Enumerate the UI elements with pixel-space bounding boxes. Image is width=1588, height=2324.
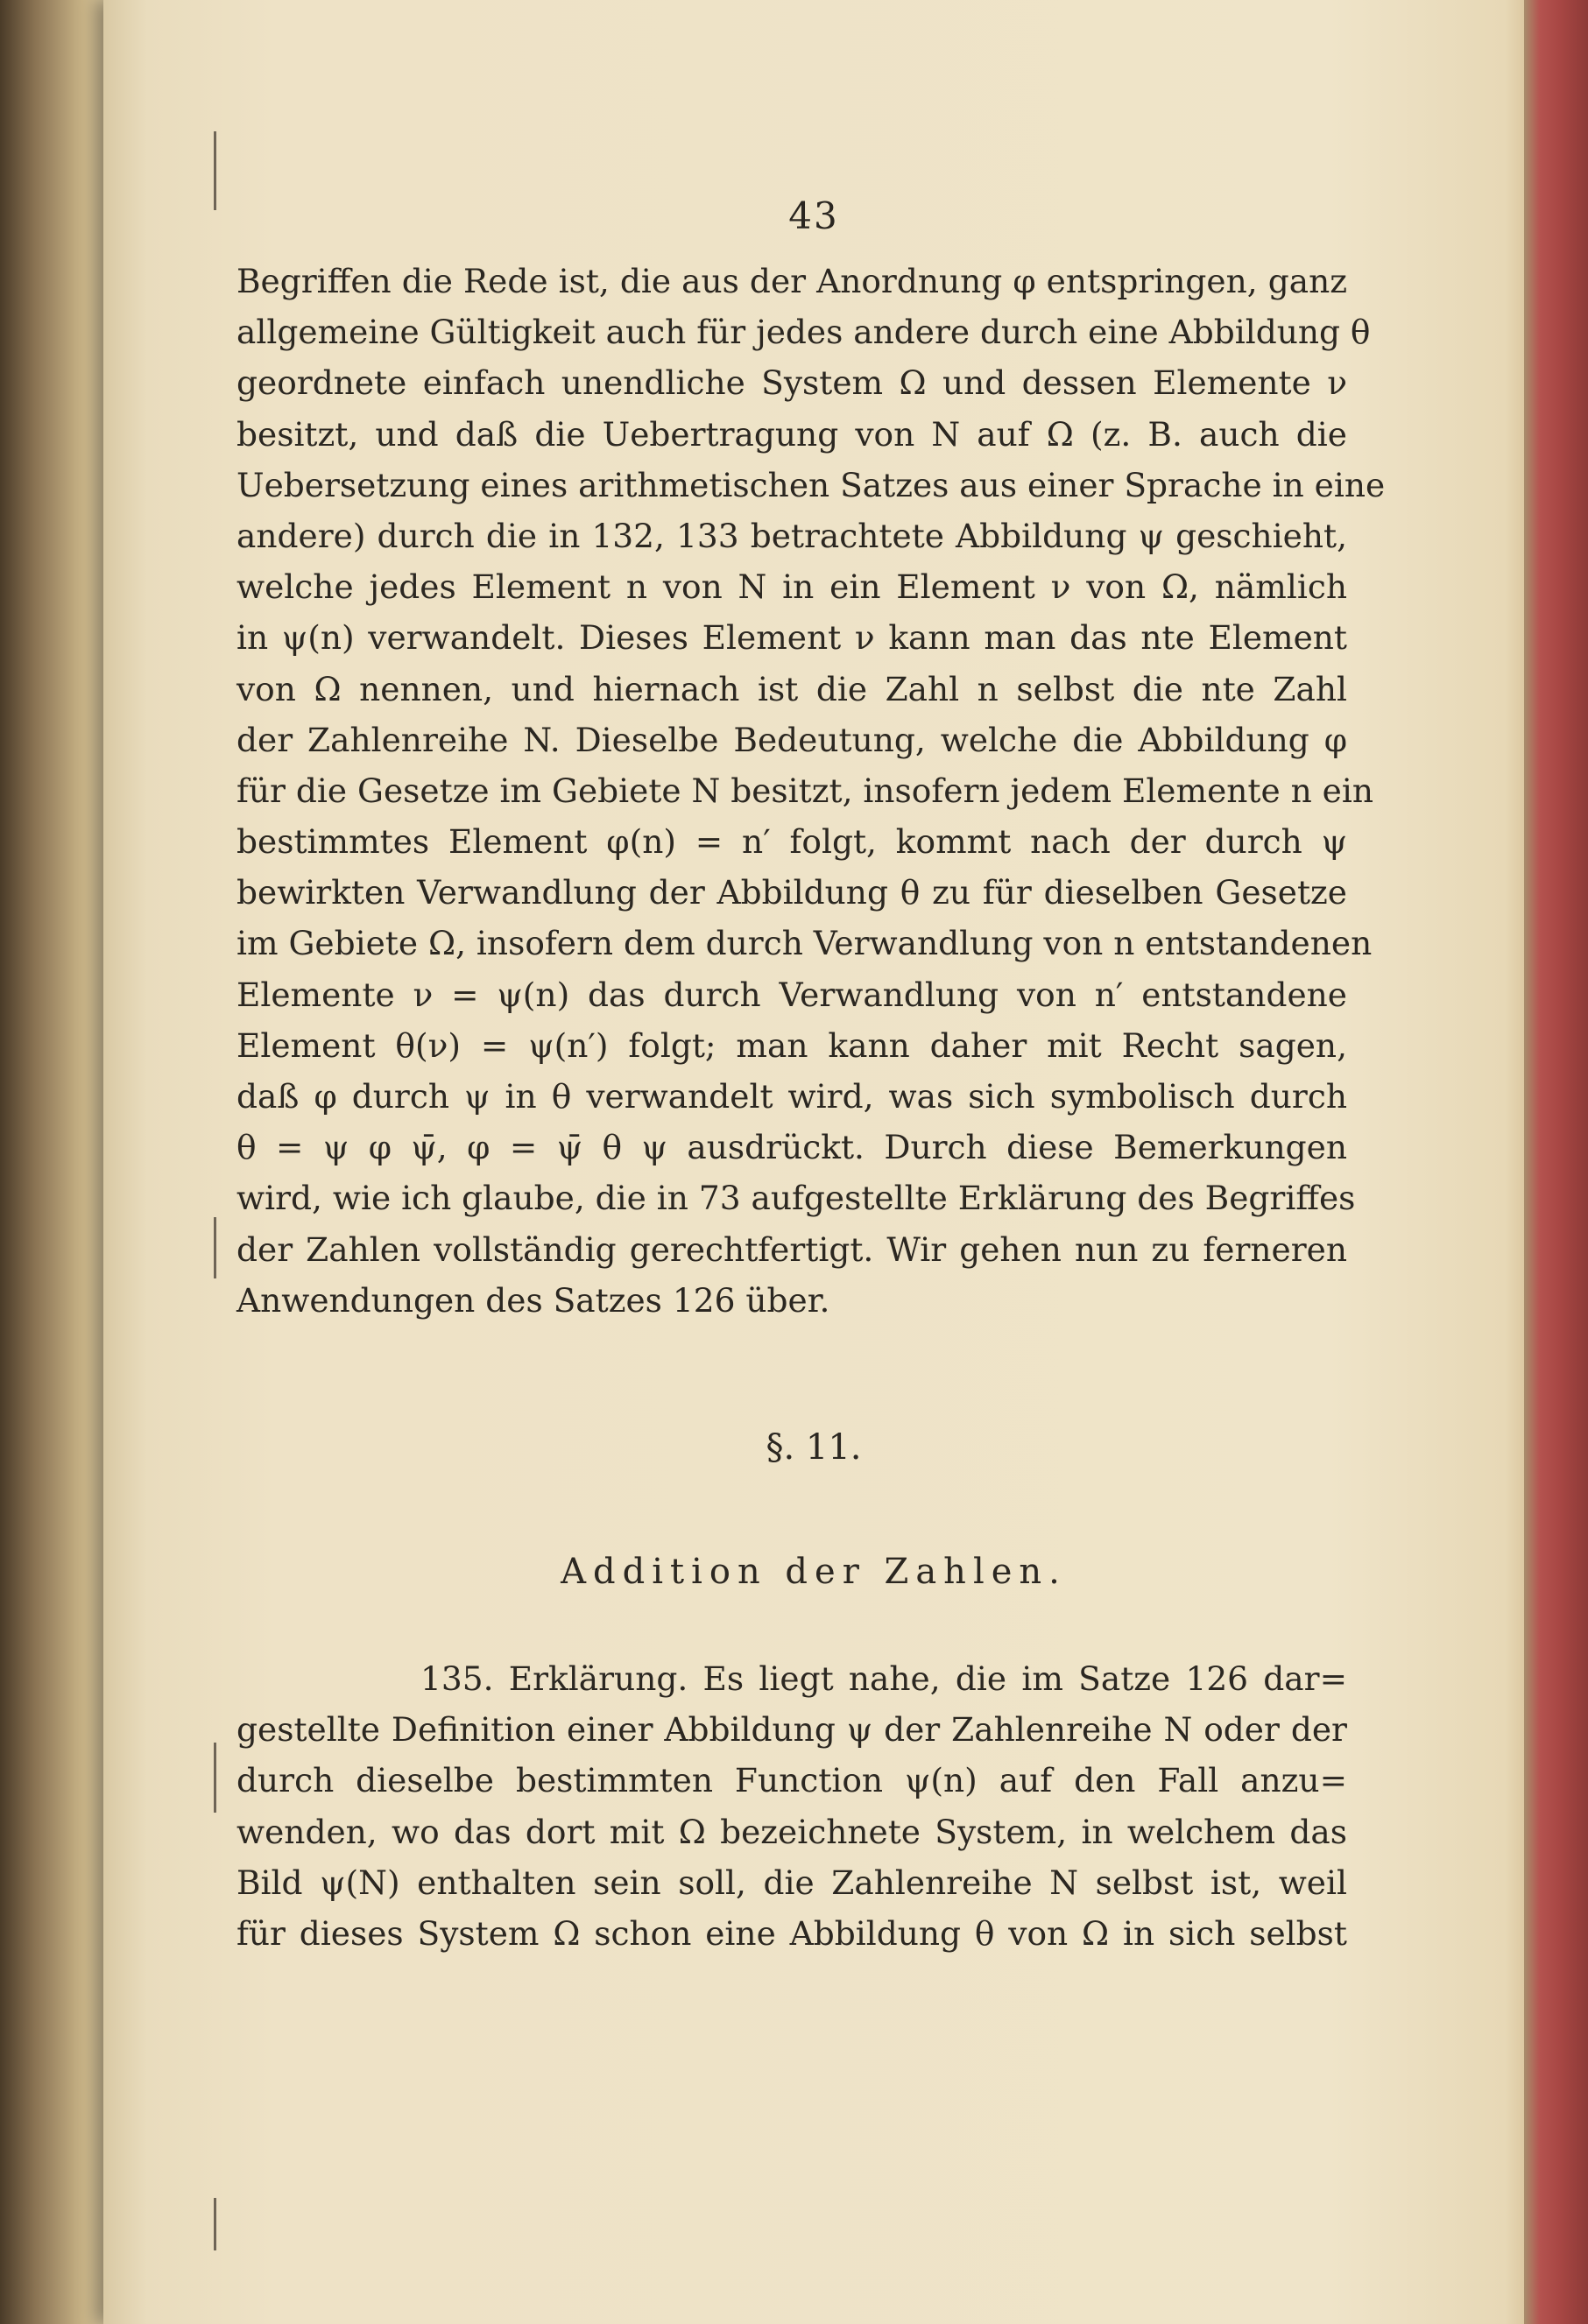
text-line: Begriffen die Rede ist, die aus der Anordnung φ entspringen, ganz	[236, 262, 1347, 300]
page-number: 43	[788, 194, 839, 237]
text-line: gestellte Definition einer Abbildung ψ der Zahlenreihe N oder der	[236, 1710, 1347, 1750]
text-line: bewirkten Verwandlung der Abbildung θ zu für dieselben Gesetze	[236, 873, 1347, 912]
text-line: Bild ψ(N) enthalten sein soll, die Zahlenreihe N selbst ist, weil	[236, 1863, 1347, 1902]
text-line: welche jedes Element n von N in ein Element ν von Ω, nämlich	[236, 567, 1347, 607]
text-line: Anwendungen des Satzes 126 über.	[236, 1280, 830, 1320]
paragraph-2	[236, 1653, 1347, 1959]
text-line: θ = ψ φ ψ̄, φ = ψ̄ θ ψ ausdrückt. Durch diese Bemerkungen	[236, 1128, 1347, 1167]
paragraph-1	[236, 256, 1386, 1326]
text-line: Uebersetzung eines arithmetischen Satzes aus einer Sprache in eine	[236, 465, 1386, 504]
text-line: Elemente ν = ψ(n) das durch Verwandlung von n′ entstandene	[236, 975, 1347, 1014]
text-line: in ψ(n) verwandelt. Dieses Element ν kann man das nte Element	[236, 618, 1347, 658]
text-line: geordnete einfach unendliche System Ω und dessen Elemente ν	[236, 363, 1347, 403]
text-line: wird, wie ich glaube, die in 73 aufgestellte Erklärung des Begriffes	[236, 1179, 1356, 1218]
text-line: daß φ durch ψ in θ verwandelt wird, was sich symbolisch durch	[236, 1077, 1347, 1116]
text-line: im Gebiete Ω, insofern dem durch Verwandlung von n entstandenen	[236, 924, 1373, 963]
page	[103, 0, 1524, 2324]
page-edge	[1524, 0, 1588, 2324]
text-line: wenden, wo das dort mit Ω bezeichnete System, in welchem das	[236, 1812, 1347, 1851]
text-line: für dieses System Ω schon eine Abbildung θ von Ω in sich selbst	[236, 1913, 1347, 1953]
text-line: besitzt, und daß die Uebertragung von N auf Ω (z. B. auch die	[236, 414, 1347, 454]
text-line: bestimmtes Element φ(n) = n′ folgt, kommt nach der durch ψ	[236, 822, 1347, 862]
text-line: allgemeine Gültigkeit auch für jedes andere durch eine Abbildung θ	[236, 313, 1371, 352]
text-line: Element θ(ν) = ψ(n′) folgt; man kann daher mit Recht sagen,	[236, 1025, 1347, 1065]
text-line: von Ω nennen, und hiernach ist die Zahl n selbst die nte Zahl	[236, 669, 1347, 708]
section-title: Addition der Zahlen.	[561, 1552, 1067, 1592]
section-number: §. 11.	[766, 1427, 862, 1468]
text-line: andere) durch die in 132, 133 betrachtete Abbildung ψ geschieht,	[236, 516, 1347, 555]
text-line: 135. Erklärung. Es liegt nahe, die im Satze 126 dar=	[420, 1659, 1347, 1698]
text-line: durch dieselbe bestimmten Function ψ(n) auf den Fall anzu=	[236, 1761, 1347, 1800]
text-line: der Zahlen vollständig gerechtfertigt. Wir gehen nun zu ferneren	[236, 1229, 1347, 1269]
text-line: der Zahlenreihe N. Dieselbe Bedeutung, welche die Abbildung φ	[236, 720, 1347, 759]
text-line: für die Gesetze im Gebiete N besitzt, insofern jedem Elemente n ein	[236, 771, 1373, 810]
